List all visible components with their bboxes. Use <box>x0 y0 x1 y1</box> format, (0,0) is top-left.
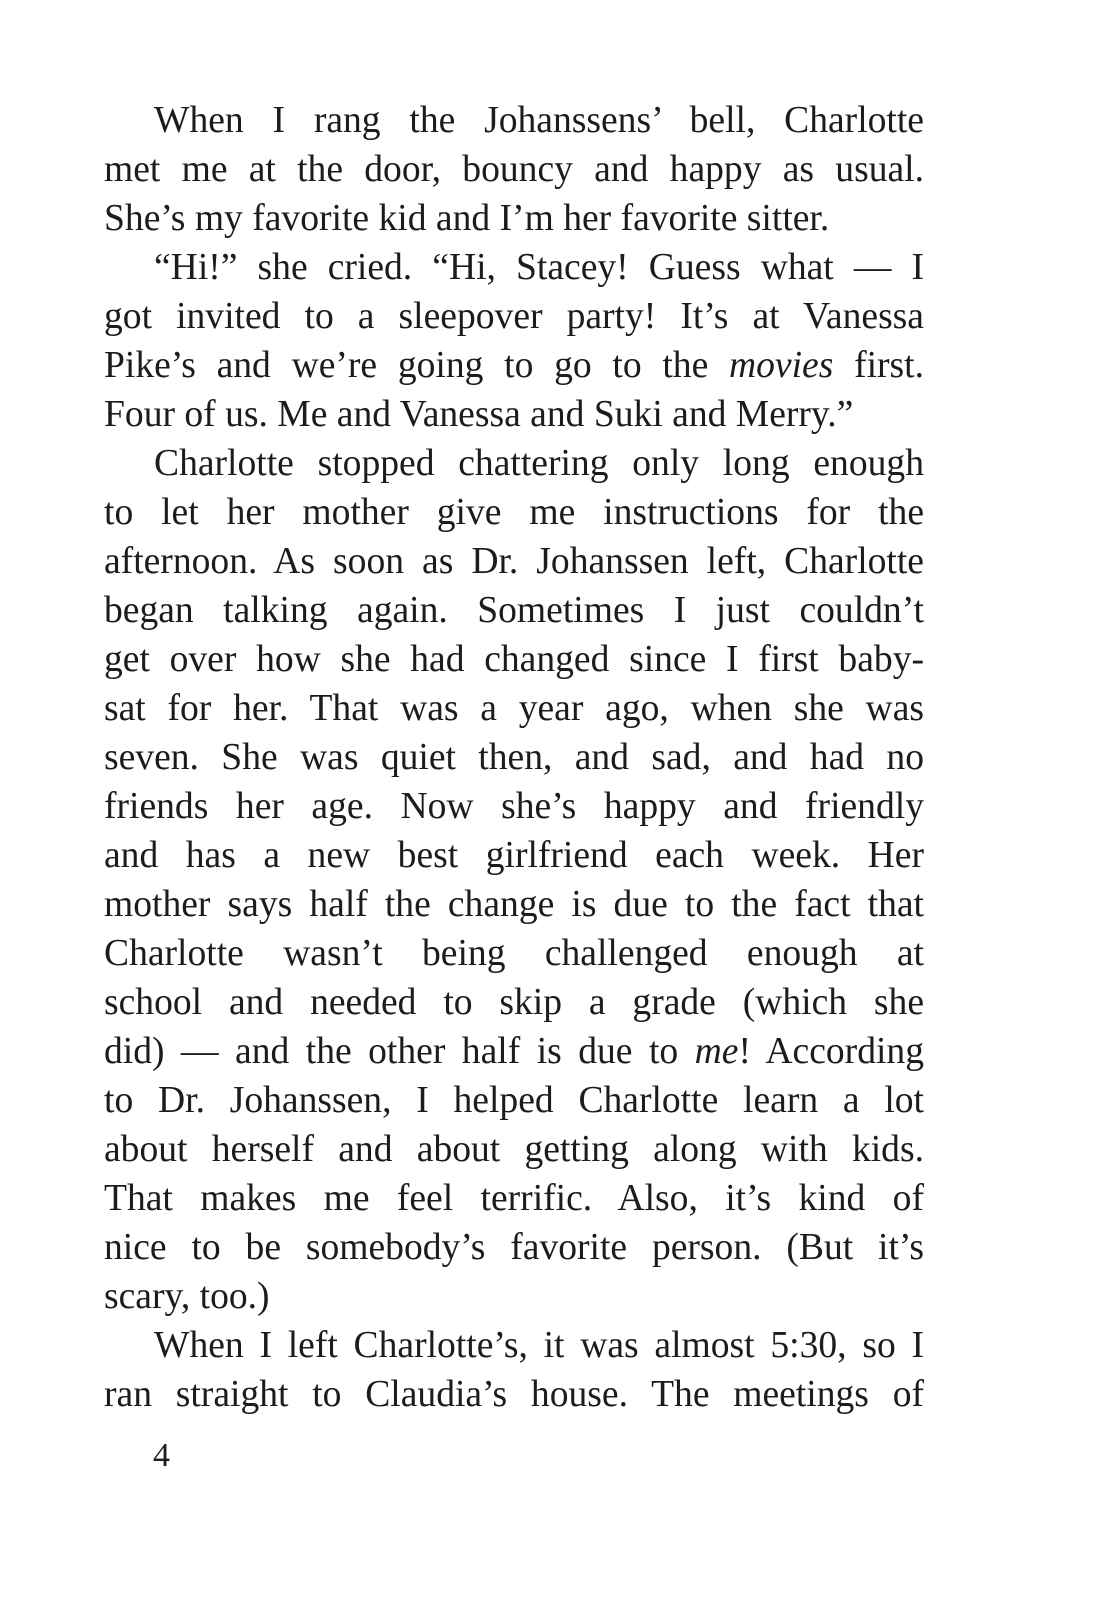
text-line: did) — and the other half is due to me! According <box>104 1031 924 1072</box>
text-line: to let her mother give me instructions for the <box>104 492 924 533</box>
text-line: Four of us. Me and Vanessa and Suki and Merry.” <box>104 394 854 435</box>
text-line: “Hi!” she cried. “Hi, Stacey! Guess what — I <box>154 247 924 288</box>
text-line: nice to be somebody’s favorite person. (But it’s <box>104 1227 924 1268</box>
italic-text: movies <box>728 345 834 386</box>
text-line: Charlotte wasn’t being challenged enough at <box>104 933 924 974</box>
text-line: Charlotte stopped chattering only long enough <box>154 443 924 484</box>
text-line: When I rang the Johanssens’ bell, Charlotte <box>154 100 924 141</box>
text-line: and has a new best girlfriend each week. Her <box>104 835 924 876</box>
text-line: got invited to a sleepover party! It’s at Vanessa <box>104 296 924 337</box>
body-text <box>104 96 924 1419</box>
page-number: 4 <box>153 1437 170 1474</box>
text-line: began talking again. Sometimes I just couldn’t <box>104 590 924 631</box>
text-line: scary, too.) <box>104 1276 270 1317</box>
text-line: met me at the door, bouncy and happy as usual. <box>104 149 924 190</box>
text-line: ran straight to Claudia’s house. The meetings of <box>104 1374 924 1415</box>
text-line: sat for her. That was a year ago, when she was <box>104 688 924 729</box>
text-line: mother says half the change is due to the fact that <box>104 884 924 925</box>
text-line: Pike’s and we’re going to go to the movies first. <box>104 345 924 386</box>
text-line: When I left Charlotte’s, it was almost 5:30, so I <box>154 1325 924 1366</box>
text-line: friends her age. Now she’s happy and friendly <box>104 786 924 827</box>
text-line: afternoon. As soon as Dr. Johanssen left, Charlotte <box>104 541 924 582</box>
text-line: get over how she had changed since I first baby- <box>104 639 924 680</box>
italic-text: me <box>694 1031 739 1072</box>
text-line: school and needed to skip a grade (which she <box>104 982 924 1023</box>
text-line: about herself and about getting along with kids. <box>104 1129 924 1170</box>
text-line: That makes me feel terrific. Also, it’s kind of <box>104 1178 924 1219</box>
text-line: seven. She was quiet then, and sad, and had no <box>104 737 924 778</box>
text-line: She’s my favorite kid and I’m her favorite sitter. <box>104 198 830 239</box>
text-line: to Dr. Johanssen, I helped Charlotte learn a lot <box>104 1080 924 1121</box>
